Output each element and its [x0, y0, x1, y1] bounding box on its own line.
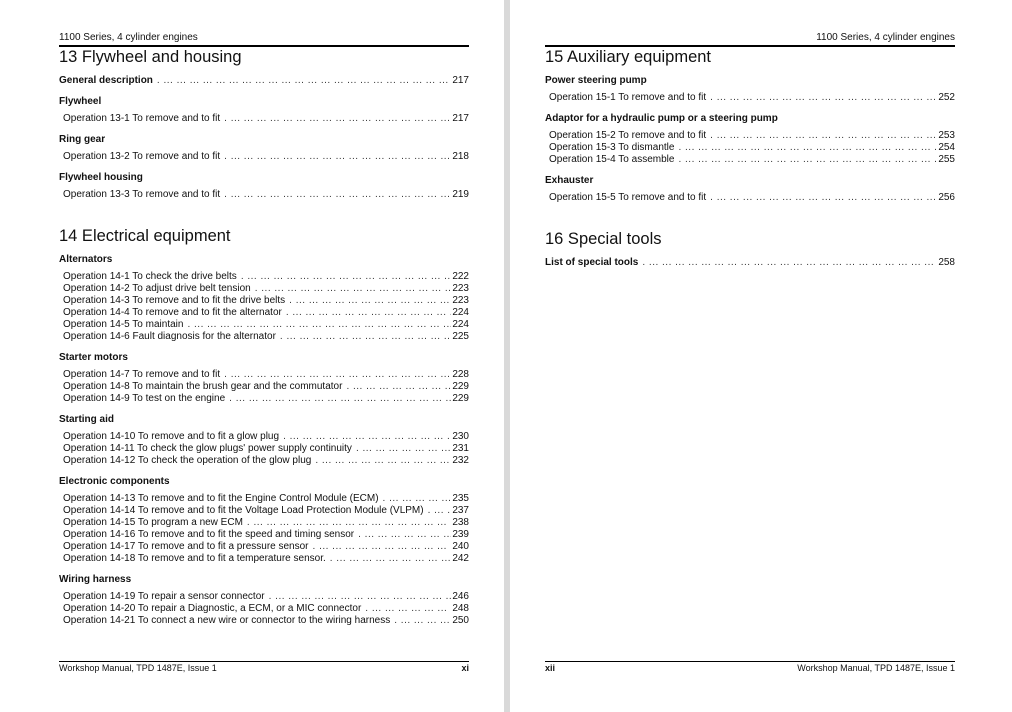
- left-page-content: [59, 32, 469, 627]
- toc-entry-text: Operation 14-20 To repair a Diagnostic, a ECM, or a MIC connector: [63, 603, 362, 614]
- toc-page-number: 224: [452, 319, 469, 330]
- toc-entry-text: Operation 15-2 To remove and to fit: [549, 130, 707, 141]
- toc-operation-entry[interactable]: [59, 529, 469, 541]
- dot-leader: [346, 381, 451, 393]
- toc-page-number: 229: [452, 393, 469, 404]
- toc-entry-text: Operation 15-1 To remove and to fit: [549, 92, 707, 103]
- toc-page-number: 252: [938, 92, 955, 103]
- section-heading: Starter motors: [59, 352, 128, 363]
- toc-entry-text: Operation 14-17 To remove and to fit a pressure sensor: [63, 541, 309, 552]
- toc-entry-text: Operation 14-3 To remove and to fit the drive belts: [63, 295, 286, 306]
- dot-leader: [224, 189, 451, 201]
- toc-operation-entry[interactable]: [59, 113, 469, 125]
- toc-operation-entry[interactable]: [59, 553, 469, 565]
- toc-operation-entry[interactable]: [59, 369, 469, 381]
- toc-page-number: 218: [452, 151, 469, 162]
- toc-operation-entry[interactable]: [59, 541, 469, 553]
- toc-operation-entry[interactable]: [59, 381, 469, 393]
- footer-text: Workshop Manual, TPD 1487E, Issue 1: [797, 663, 955, 673]
- toc-section-entry[interactable]: [59, 75, 469, 87]
- toc-operation-entry[interactable]: [545, 192, 955, 204]
- chapter-title: 14 Electrical equipment: [59, 227, 231, 245]
- chapter-title: 13 Flywheel and housing: [59, 48, 242, 66]
- dot-leader: [187, 319, 451, 331]
- toc-operation-entry[interactable]: [59, 603, 469, 615]
- toc-page-number: 225: [452, 331, 469, 342]
- toc-entry-text: Operation 14-10 To remove and to fit a glow plug: [63, 431, 280, 442]
- section-heading: Exhauster: [545, 175, 594, 186]
- dot-leader: [283, 431, 451, 443]
- toc-entry-text: Operation 14-1 To check the drive belts: [63, 271, 237, 282]
- page-number: xi: [461, 663, 469, 673]
- toc-operation-entry[interactable]: [59, 591, 469, 603]
- toc-entry-text: Operation 14-4 To remove and to fit the alternator: [63, 307, 282, 318]
- toc-entry-text: Operation 15-3 To dismantle: [549, 142, 675, 153]
- footer-text: Workshop Manual, TPD 1487E, Issue 1: [59, 663, 217, 673]
- toc-entry-text: Operation 15-5 To remove and to fit: [549, 192, 707, 203]
- toc-operation-entry[interactable]: [545, 92, 955, 104]
- toc-chapters: [545, 48, 955, 269]
- toc-operation-entry[interactable]: [59, 331, 469, 343]
- toc-page-number: 217: [452, 75, 469, 86]
- toc-operation-entry[interactable]: [59, 443, 469, 455]
- toc-page-number: 238: [452, 517, 469, 528]
- toc-page-number: 258: [938, 257, 955, 268]
- toc-entry-text: Operation 14-12 To check the operation of the glow plug: [63, 455, 312, 466]
- toc-entry-text: Operation 14-7 To remove and to fit: [63, 369, 221, 380]
- toc-operation-entry[interactable]: [59, 295, 469, 307]
- toc-page-number: 219: [452, 189, 469, 200]
- toc-operation-entry[interactable]: [59, 271, 469, 283]
- toc-page-number: 232: [452, 455, 469, 466]
- toc-entry-text: Operation 14-11 To check the glow plugs' power supply continuity: [63, 443, 352, 454]
- dot-leader: [255, 283, 452, 295]
- toc-entry-text: Operation 14-14 To remove and to fit the Voltage Load Protection Module (VLPM): [63, 505, 424, 516]
- toc-page-number: 254: [938, 142, 955, 153]
- dot-leader: [157, 75, 451, 87]
- page-number: xii: [545, 663, 556, 673]
- toc-operation-entry[interactable]: [59, 151, 469, 163]
- toc-page-number: 255: [938, 154, 955, 165]
- toc-entry-text: Operation 14-9 To test on the engine: [63, 393, 226, 404]
- toc-operation-entry[interactable]: [59, 615, 469, 627]
- section-heading: Starting aid: [59, 414, 115, 425]
- dot-leader: [394, 615, 451, 627]
- toc-entry-text: Operation 14-16 To remove and to fit the speed and timing sensor: [63, 529, 355, 540]
- toc-entry-text: Operation 14-6 Fault diagnosis for the alternator: [63, 331, 276, 342]
- toc-page-number: 224: [452, 307, 469, 318]
- toc-page-number: 239: [452, 529, 469, 540]
- dot-leader: [358, 529, 451, 541]
- section-heading: Alternators: [59, 254, 113, 265]
- section-heading: Electronic components: [59, 476, 170, 487]
- dot-leader: [710, 192, 937, 204]
- toc-entry-text: Operation 13-3 To remove and to fit: [63, 189, 221, 200]
- toc-operation-entry[interactable]: [545, 142, 955, 154]
- toc-page-number: 237: [452, 505, 469, 516]
- dot-leader: [710, 92, 937, 104]
- page-footer: [59, 661, 469, 674]
- toc-chapters: [59, 48, 469, 627]
- section-heading: Flywheel: [59, 96, 102, 107]
- dot-leader: [269, 591, 452, 603]
- dot-leader: [313, 541, 452, 553]
- dot-leader: [224, 151, 451, 163]
- toc-entry-text: List of special tools: [545, 257, 639, 268]
- toc-page-number: 253: [938, 130, 955, 141]
- dot-leader: [241, 271, 452, 283]
- toc-operation-entry[interactable]: [545, 130, 955, 142]
- dot-leader: [315, 455, 451, 467]
- toc-page-number: 229: [452, 381, 469, 392]
- dot-leader: [678, 142, 937, 154]
- section-heading: Ring gear: [59, 134, 106, 145]
- header-rule: [59, 45, 469, 47]
- chapter-title: 15 Auxiliary equipment: [545, 48, 712, 66]
- dot-leader: [224, 369, 451, 381]
- toc-page-number: 217: [452, 113, 469, 124]
- toc-operation-entry[interactable]: [59, 505, 469, 517]
- dot-leader: [330, 553, 452, 565]
- toc-section-entry[interactable]: [545, 257, 955, 269]
- toc-entry-text: General description: [59, 75, 153, 86]
- toc-operation-entry[interactable]: [59, 319, 469, 331]
- toc-page-number: 248: [452, 603, 469, 614]
- section-heading: Wiring harness: [59, 574, 132, 585]
- dot-leader: [678, 154, 937, 166]
- dot-leader: [286, 307, 451, 319]
- header-rule: [545, 45, 955, 47]
- toc-page-number: 231: [452, 443, 469, 454]
- toc-page-number: 256: [938, 192, 955, 203]
- dot-leader: [642, 257, 937, 269]
- dot-leader: [247, 517, 451, 529]
- right-page: [510, 0, 1012, 712]
- toc-entry-text: Operation 14-21 To connect a new wire or connector to the wiring harness: [63, 615, 391, 626]
- section-heading: Flywheel housing: [59, 172, 143, 183]
- page-footer: [545, 661, 955, 674]
- toc-entry-text: Operation 13-2 To remove and to fit: [63, 151, 221, 162]
- dot-leader: [224, 113, 451, 125]
- toc-operation-entry[interactable]: [59, 393, 469, 405]
- toc-page-number: 240: [452, 541, 469, 552]
- section-heading: Power steering pump: [545, 75, 647, 86]
- toc-page-number: 223: [452, 295, 469, 306]
- toc-operation-entry[interactable]: [59, 283, 469, 295]
- dot-leader: [356, 443, 451, 455]
- right-page-content: [545, 32, 955, 269]
- dot-leader: [289, 295, 451, 307]
- toc-page-number: 246: [452, 591, 469, 602]
- toc-operation-entry[interactable]: [59, 493, 469, 505]
- toc-entry-text: Operation 14-13 To remove and to fit the Engine Control Module (ECM): [63, 493, 379, 504]
- toc-operation-entry[interactable]: [59, 517, 469, 529]
- dot-leader: [229, 393, 451, 405]
- toc-page-number: 230: [452, 431, 469, 442]
- toc-operation-entry[interactable]: [59, 307, 469, 319]
- section-heading: Adaptor for a hydraulic pump or a steering pump: [545, 113, 778, 124]
- running-head: 1100 Series, 4 cylinder engines: [816, 32, 955, 43]
- running-head: 1100 Series, 4 cylinder engines: [59, 32, 198, 43]
- dot-leader: [365, 603, 451, 615]
- toc-entry-text: Operation 14-15 To program a new ECM: [63, 517, 243, 528]
- toc-entry-text: Operation 14-8 To maintain the brush gear and the commutator: [63, 381, 343, 392]
- toc-page-number: 242: [452, 553, 469, 564]
- chapter-title: 16 Special tools: [545, 230, 662, 248]
- dot-leader: [710, 130, 937, 142]
- toc-operation-entry[interactable]: [59, 189, 469, 201]
- toc-entry-text: Operation 14-18 To remove and to fit a temperature sensor.: [63, 553, 326, 564]
- toc-page-number: 228: [452, 369, 469, 380]
- dot-leader: [280, 331, 451, 343]
- toc-entry-text: Operation 14-5 To maintain: [63, 319, 184, 330]
- toc-page-number: 223: [452, 283, 469, 294]
- toc-entry-text: Operation 14-19 To repair a sensor connector: [63, 591, 265, 602]
- dot-leader: [383, 493, 452, 505]
- toc-operation-entry[interactable]: [59, 431, 469, 443]
- toc-entry-text: Operation 15-4 To assemble: [549, 154, 675, 165]
- toc-entry-text: Operation 13-1 To remove and to fit: [63, 113, 221, 124]
- dot-leader: [428, 505, 452, 517]
- toc-page-number: 222: [452, 271, 469, 282]
- toc-operation-entry[interactable]: [59, 455, 469, 467]
- toc-page-number: 235: [452, 493, 469, 504]
- left-page: [0, 0, 504, 712]
- toc-entry-text: Operation 14-2 To adjust drive belt tension: [63, 283, 251, 294]
- toc-operation-entry[interactable]: [545, 154, 955, 166]
- toc-page-number: 250: [452, 615, 469, 626]
